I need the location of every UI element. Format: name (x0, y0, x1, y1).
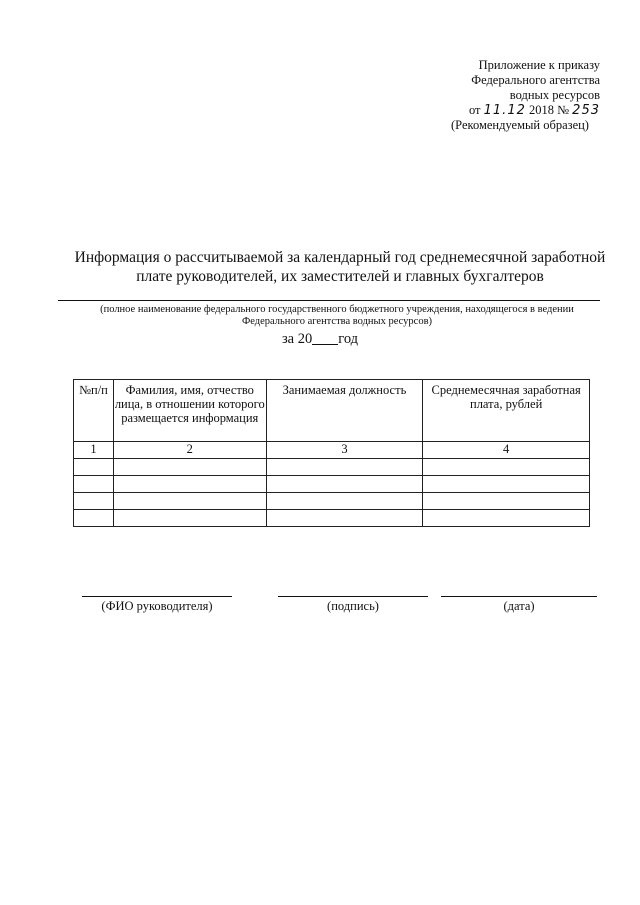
appendix-line-1: Приложение к приказу (478, 58, 600, 72)
table-cell (113, 510, 266, 527)
table-cell (113, 476, 266, 493)
appendix-block (400, 58, 600, 133)
document-title (60, 248, 620, 286)
signature-head-name: (ФИО руководителя) (82, 596, 232, 614)
numbering-cell-1: 1 (74, 442, 114, 459)
title-line-1: Информация о рассчитываемой за календарный год среднемесячной заработной (74, 249, 606, 266)
order-date-handwritten: 11.12 (483, 103, 526, 118)
header-full-name: Фамилия, имя, отчество лица, в отношении которого размещается информация (113, 380, 266, 442)
table-cell (74, 459, 114, 476)
table-cell (423, 476, 590, 493)
organization-caption (74, 304, 600, 328)
table-row (74, 476, 590, 493)
table-cell (266, 493, 423, 510)
year-suffix: год (338, 331, 359, 347)
order-year: 2018 № (528, 103, 570, 117)
information-table (73, 379, 590, 527)
numbering-cell-4: 4 (423, 442, 590, 459)
table-cell (423, 510, 590, 527)
table-row (74, 493, 590, 510)
appendix-line-2: Федерального агентства (471, 73, 600, 87)
year-prefix: за 20 (281, 331, 313, 347)
order-from-label: от (468, 103, 481, 117)
year-blank (312, 330, 338, 345)
title-line-2: плате руководителей, их заместителей и главных бухгалтеров (136, 268, 544, 285)
table-header-row (74, 380, 590, 442)
appendix-order-line (400, 103, 600, 118)
signature-date: (дата) (441, 596, 597, 614)
organization-caption-line-2: Федерального агентства водных ресурсов) (241, 316, 433, 327)
table-cell (266, 510, 423, 527)
header-average-salary: Среднемесячная заработная плата, рублей (423, 380, 590, 442)
table-cell (266, 459, 423, 476)
table-cell (423, 493, 590, 510)
table-cell (74, 510, 114, 527)
numbering-cell-3: 3 (266, 442, 423, 459)
table-cell (74, 493, 114, 510)
organization-name-line (58, 300, 600, 301)
table-numbering-row (74, 442, 590, 459)
appendix-line-3: водных ресурсов (509, 88, 600, 102)
table-cell (74, 476, 114, 493)
year-line (0, 330, 640, 348)
organization-caption-line-1: (полное наименование федерального государственного бюджетного учреждения, находящегося в ведении (100, 304, 574, 315)
table-cell (266, 476, 423, 493)
signature-sign: (подпись) (278, 596, 428, 614)
table-cell (423, 459, 590, 476)
order-number-handwritten: 253 (572, 103, 600, 118)
recommended-sample-note: (Рекомендуемый образец) (451, 118, 589, 132)
table-cell (113, 459, 266, 476)
table-row (74, 510, 590, 527)
table-cell (113, 493, 266, 510)
numbering-cell-2: 2 (113, 442, 266, 459)
header-number: №п/п (74, 380, 114, 442)
table-row (74, 459, 590, 476)
header-position: Занимаемая должность (266, 380, 423, 442)
